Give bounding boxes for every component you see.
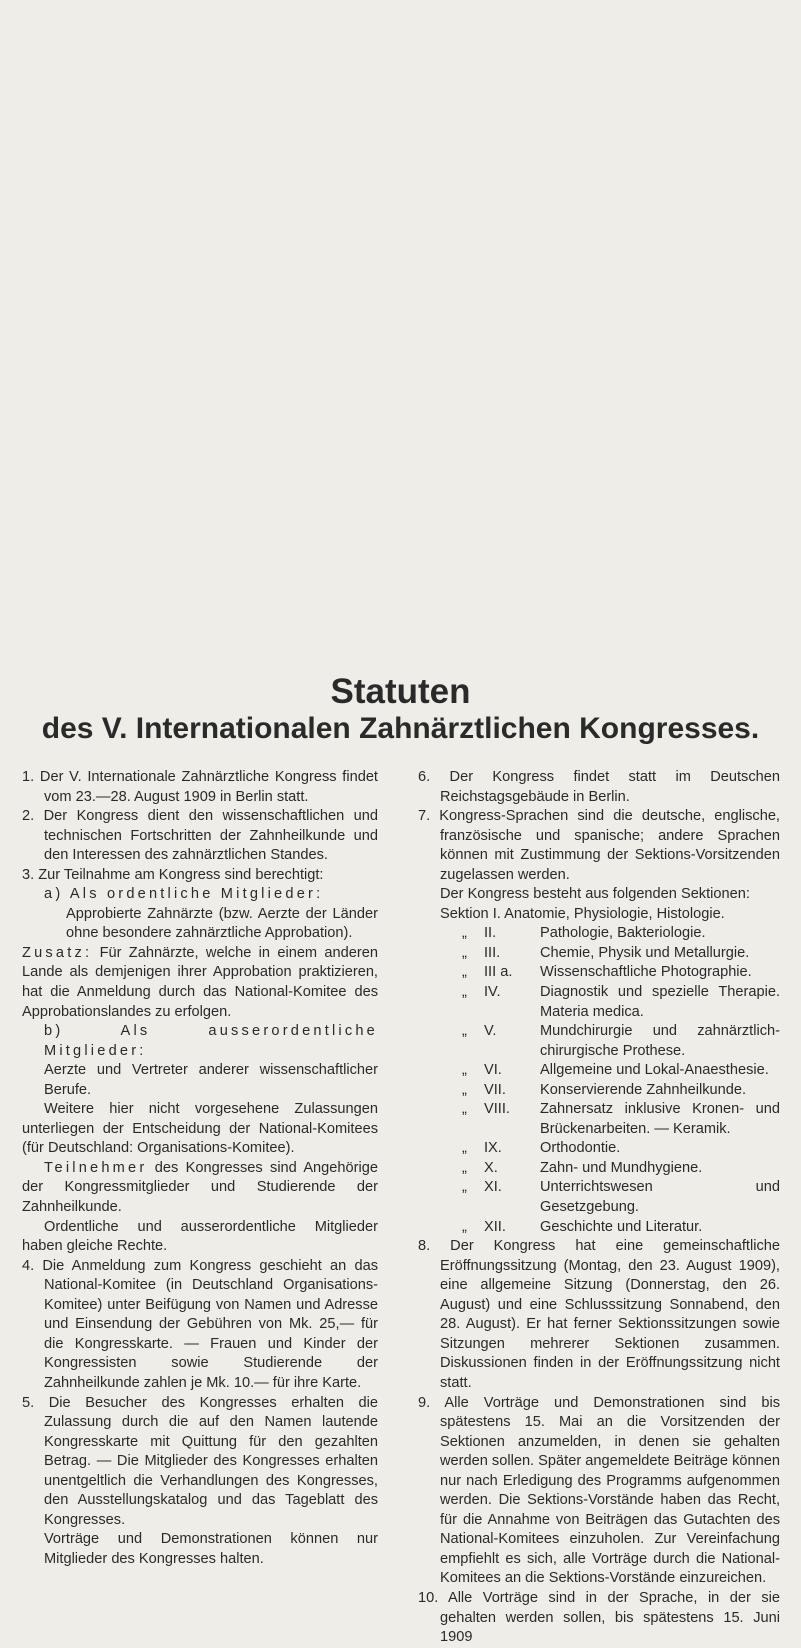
section-text: Wissenschaftliche Photographie.: [540, 964, 752, 981]
ditto-mark: „: [462, 1081, 467, 1098]
sections-list: [418, 924, 780, 1237]
paragraph-6: 6. Der Kongress findet statt im Deutschen Reichstagsgebäude in Berlin.: [418, 769, 780, 805]
section-roman: V.: [484, 1023, 497, 1040]
section-roman: II.: [484, 925, 497, 942]
sections-intro: Der Kongress besteht aus folgenden Sektionen:: [440, 886, 750, 903]
section-text: Chemie, Physik und Metallurgie.: [540, 944, 750, 961]
zusatz-heading: Zusatz:: [22, 944, 93, 961]
left-column: [22, 768, 378, 1569]
section-item: [418, 1218, 780, 1238]
section-item: [418, 1100, 780, 1139]
zusatz-text: Für Zahnärzte, welche in einem anderen Lande als demjenigen ihrer Approbation praktizieren, hat die Anmeldung durch das National-Komitee des Approbationslandes zu erfolgen.: [22, 944, 378, 1020]
page-subtitle: des V. Internationalen Zahnärztlichen Kongresses.: [41, 712, 760, 745]
section-text: Pathologie, Bakteriologie.: [540, 925, 706, 942]
page-title: Statuten: [330, 672, 471, 711]
section-roman: X.: [484, 1159, 498, 1176]
section-item: [418, 1081, 780, 1101]
paragraph-3: 3. Zur Teilnahme am Kongress sind berechtigt:: [22, 866, 324, 883]
member-class-b-heading: b) Als ausserordentliche Mitglieder:: [44, 1023, 378, 1059]
ditto-mark: „: [462, 1218, 467, 1235]
paragraph-10: 10. Alle Vorträge sind in der Sprache, in der sie gehalten werden sollen, bis spätestens 15. Juni 1909: [418, 1589, 780, 1646]
section-item: [418, 1022, 780, 1061]
section-text: Allgemeine und Lokal-Anaesthesie.: [540, 1062, 769, 1079]
section-item: [418, 944, 780, 964]
ditto-mark: „: [462, 1179, 467, 1196]
section-text: Zahnersatz inklusive Kronen- und Brückenarbeiten. — Keramik.: [540, 1101, 780, 1137]
paragraph-4: 4. Die Anmeldung zum Kongress geschieht an das National-Komitee (in Deutschland Organisations-Komitee) unter Beifügung von Namen und Adresse und Einsendung der Gebühren von Mk. 25,— für die Kongresskarte. — Frauen und Kinder der Kongressisten sowie Studierende der Zahnheilkunde zahlen je Mk. 10.— für ihre Karte.: [22, 1257, 378, 1391]
paragraph-8: 8. Der Kongress hat eine gemeinschaftliche Eröffnungssitzung (Montag, den 23. August 1909), eine allgemeine Sitzung (Donnerstag, den 26. August) und eine Schlusssitzung Sonnabend, den 28. August). Er hat ferner Sektionssitzungen sowie Sitzungen mehrerer Sektionen zusammen. Diskussionen finden in der Eröffnungssitzung nicht statt.: [418, 1238, 780, 1391]
section-item: [418, 905, 780, 925]
section-item: [418, 963, 780, 983]
section-item: [418, 924, 780, 944]
member-class-b-text: Aerzte und Vertreter anderer wissenschaftlicher Berufe.: [44, 1062, 378, 1098]
section-1-text: Anatomie, Physiologie, Histologie.: [504, 905, 725, 922]
paragraph-7: 7. Kongress-Sprachen sind die deutsche, englische, französische und spanische; andere Sprachen können mit Zustimmung der Sektions-Vorsitzenden zugelassen werden.: [418, 808, 780, 883]
section-roman: III.: [484, 944, 501, 961]
ditto-mark: „: [462, 1062, 467, 1079]
section-text: Unterrichtswesen und Gesetzgebung.: [540, 1179, 780, 1216]
weitere-zulassungen: Weitere hier nicht vorgesehene Zulassungen unterliegen der Entscheidung der National-Komitees (für Deutschland: Organisations-Komitee).: [22, 1101, 378, 1157]
paragraph-5: 5. Die Besucher des Kongresses erhalten die Zulassung durch die auf den Namen lautende Kongresskarte mit Quittung für den gezahlten Betrag. — Die Mitglieder des Kongresses erhalten unentgeltlich die Verhandlungen des Kongresses, den Ausstellungskatalog und das Tageblatt des Kongresses.: [22, 1394, 378, 1528]
paragraph-1: 1. Der V. Internationale Zahnärztliche Kongress findet vom 23.—28. August 1909 in Berlin statt.: [22, 769, 378, 805]
section-roman: IX.: [484, 1140, 502, 1157]
zusatz-note: [22, 944, 378, 1022]
gleiche-rechte: Ordentliche und ausserordentliche Mitglieder haben gleiche Rechte.: [22, 1218, 378, 1255]
ditto-mark: „: [462, 1101, 467, 1118]
section-roman: VI.: [484, 1062, 502, 1079]
section-roman: IV.: [484, 984, 501, 1001]
member-class-a-text: Approbierte Zahnärzte (bzw. Aerzte der Länder ohne besondere zahnärztliche Approbation).: [66, 905, 378, 942]
section-item: [418, 1178, 780, 1217]
ditto-mark: „: [462, 925, 467, 942]
ditto-mark: „: [462, 964, 467, 981]
teilnehmer-paragraph: [22, 1159, 378, 1218]
ditto-mark: „: [462, 1023, 467, 1040]
section-text: Mundchirurgie und zahnärztlich-chirurgische Prothese.: [540, 1023, 780, 1059]
ditto-mark: „: [462, 944, 467, 961]
paragraph-9: 9. Alle Vorträge und Demonstrationen sind bis spätestens 15. Mai an die Vorsitzenden der Sektionen anzumelden, in denen sie gehalten werden sollen. Später angemeldete Beiträge können nur nach Erledigung des Programms aufgenommen werden. Die Sektions-Vorstände haben das Recht, für die Annahme von Beiträgen das Gutachten des National-Komitees einzuholen. Zur Vereinfachung empfiehlt es sich, alle Vorträge durch die National-Komitees an die Sektions-Vorstände einzureichen.: [418, 1394, 780, 1587]
member-class-a-heading: a) Als ordentliche Mitglieder:: [44, 886, 324, 903]
section-text: Zahn- und Mundhygiene.: [540, 1159, 703, 1176]
section-roman: VII.: [484, 1081, 506, 1098]
section-item: [418, 1061, 780, 1081]
ditto-mark: „: [462, 1140, 467, 1157]
section-roman: III a.: [484, 964, 513, 981]
section-text: Geschichte und Literatur.: [540, 1218, 703, 1235]
section-item: [418, 1139, 780, 1159]
section-roman: XI.: [484, 1179, 502, 1196]
section-roman: XII.: [484, 1218, 506, 1235]
section-text: Konservierende Zahnheilkunde.: [540, 1081, 747, 1098]
vortraege-note: Vorträge und Demonstrationen können nur Mitglieder des Kongresses halten.: [44, 1531, 378, 1567]
section-item: [418, 983, 780, 1022]
section-text: Diagnostik und spezielle Therapie. Materia medica.: [540, 984, 780, 1020]
section-roman: VIII.: [484, 1101, 510, 1118]
teilnehmer-heading: Teilnehmer: [44, 1159, 148, 1176]
paragraph-2: 2. Der Kongress dient den wissenschaftlichen und technischen Fortschritten der Zahnheilkunde und den Interessen des zahnärztlichen Standes.: [22, 808, 378, 864]
teilnehmer-text: des Kongresses sind Angehörige der Kongressmitglieder und Studierende der Zahnheilkunde.: [22, 1159, 378, 1216]
section-text: Orthodontie.: [540, 1140, 621, 1157]
ditto-mark: „: [462, 984, 467, 1001]
right-column: [418, 768, 780, 1648]
ditto-mark: „: [462, 1159, 467, 1176]
section-item: [418, 1159, 780, 1179]
section-1-label: Sektion I.: [440, 905, 501, 922]
